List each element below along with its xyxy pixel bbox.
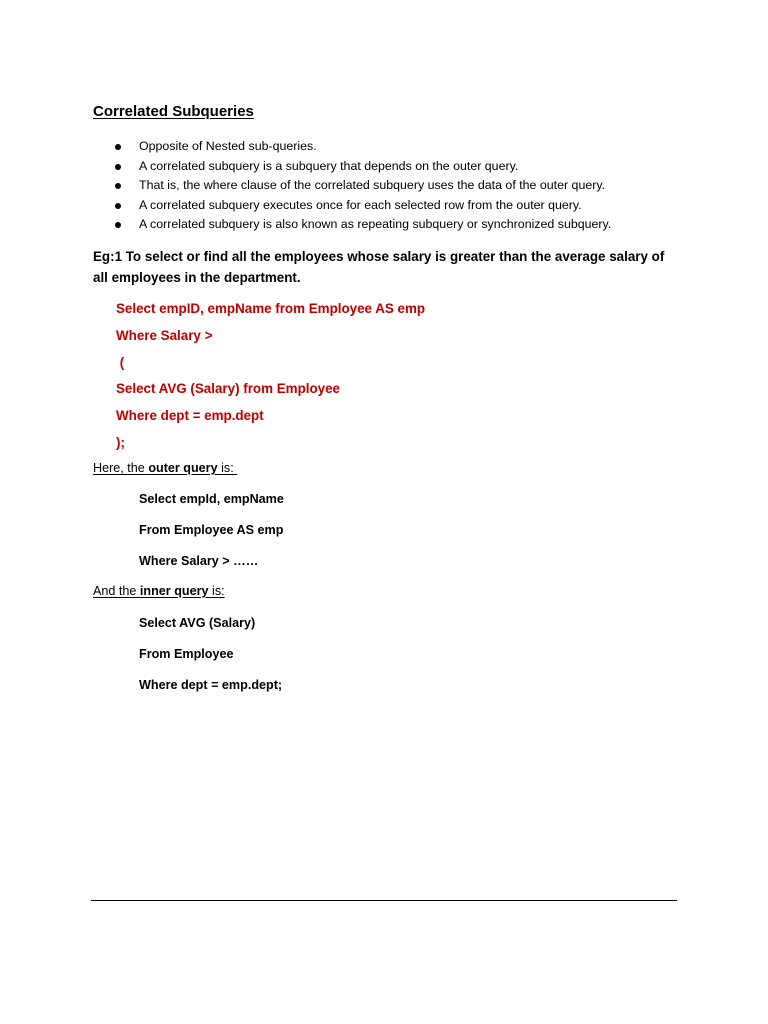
- outer-query-code-line: Select empId, empName: [139, 492, 284, 506]
- outer-query-heading: [93, 461, 237, 475]
- inner-query-code-line: Select AVG (Salary): [139, 616, 256, 630]
- outer-query-suffix: is:: [217, 461, 238, 475]
- footer-divider: [91, 900, 677, 901]
- example-code-line: Where dept = emp.dept: [116, 408, 264, 423]
- example-code-line: Where Salary >: [116, 328, 213, 343]
- bullet-icon: [115, 222, 121, 228]
- list-item: [93, 215, 611, 235]
- bullet-list: [93, 137, 611, 235]
- bullet-icon: [115, 144, 121, 150]
- list-item-text: A correlated subquery is also known as repeating subquery or synchronized subquery.: [139, 217, 612, 232]
- example-code-line: (: [116, 355, 125, 370]
- page-title: Correlated Subqueries: [93, 103, 254, 120]
- inner-query-heading: [93, 584, 225, 598]
- outer-query-term: outer query: [148, 461, 218, 475]
- list-item-text: That is, the where clause of the correlated subquery uses the data of the outer query.: [139, 178, 606, 193]
- bullet-icon: [115, 164, 121, 170]
- inner-query-code-line: Where dept = emp.dept;: [139, 678, 283, 692]
- list-item-text: A correlated subquery is a subquery that depends on the outer query.: [139, 158, 519, 173]
- example-code-line: Select AVG (Salary) from Employee: [116, 381, 340, 396]
- bullet-icon: [115, 183, 121, 189]
- inner-query-code-line: From Employee: [139, 647, 234, 661]
- outer-query-prefix: Here, the: [93, 461, 149, 475]
- list-item: [93, 176, 611, 196]
- list-item-text: Opposite of Nested sub-queries.: [139, 139, 317, 153]
- list-item: [93, 137, 611, 157]
- list-item: [93, 157, 611, 177]
- outer-query-code-line: Where Salary > ……: [139, 554, 259, 568]
- example-statement: Eg:1 To select or find all the employees whose salary is greater than the average salary of all employees in the department.: [93, 249, 665, 285]
- inner-query-suffix: is:: [208, 584, 225, 598]
- list-item: [93, 196, 611, 216]
- bullet-icon: [115, 203, 121, 209]
- example-code-line: );: [116, 435, 125, 450]
- inner-query-prefix: And the: [93, 584, 140, 598]
- inner-query-term: inner query: [139, 584, 209, 598]
- outer-query-code-line: From Employee AS emp: [139, 523, 284, 537]
- list-item-text: A correlated subquery executes once for each selected row from the outer query.: [139, 197, 582, 212]
- example-code-line: Select empID, empName from Employee AS emp: [116, 301, 426, 316]
